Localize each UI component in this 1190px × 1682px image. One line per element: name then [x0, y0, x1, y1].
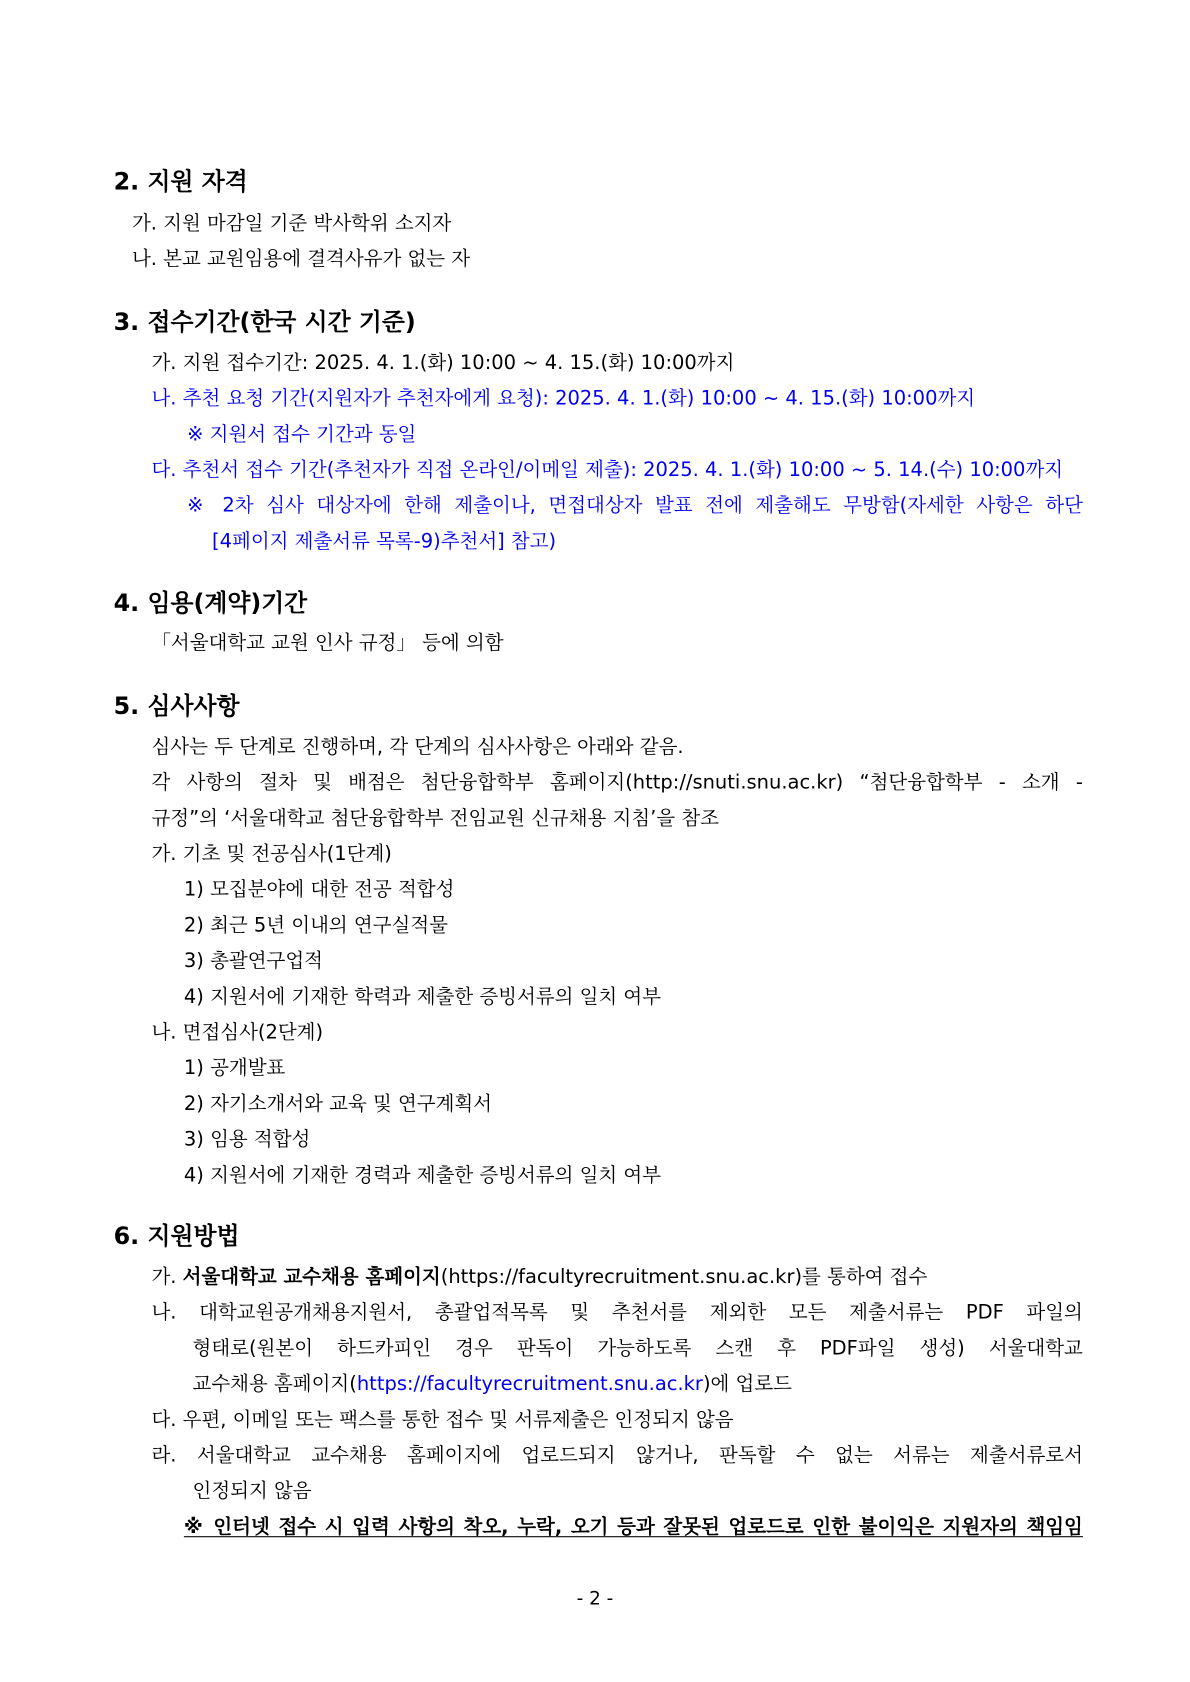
section-5-item-a-3: 3) 총괄연구업적	[183, 949, 323, 973]
faculty-recruitment-link[interactable]: https://facultyrecruitment.snu.ac.kr	[356, 1372, 703, 1396]
page-number: - 2 -	[576, 1588, 614, 1610]
section-3-item-c-note-line1: ※ 2차 심사 대상자에 한해 제출이나, 면접대상자 발표 전에 제출해도 무방함(자세한 사항은 하단	[187, 494, 1083, 518]
section-3-item-b: 나. 추천 요청 기간(지원자가 추천자에게 요청): 2025. 4. 1.(화) 10:00 ~ 4. 15.(화) 10:00까지	[151, 387, 976, 411]
section-6-item-b-line3-prefix: 교수채용 홈페이지(	[192, 1372, 357, 1396]
section-6-note: ※ 인터넷 접수 시 입력 사항의 착오, 누락, 오기 등과 잘못된 업로드로 인한 불이익은 지원자의 책임임	[183, 1515, 1083, 1539]
section-5-item-a-1: 1) 모집분야에 대한 전공 적합성	[183, 878, 455, 902]
section-6-item-b-line1: 나. 대학교원공개채용지원서, 총괄업적목록 및 추천서를 제외한 모든 제출서류는 PDF 파일의	[151, 1301, 1083, 1325]
section-2-heading: 2. 지원 자격	[113, 168, 248, 196]
section-4-body: 「서울대학교 교원 인사 규정」 등에 의함	[151, 631, 504, 655]
section-4-heading: 4. 임용(계약)기간	[113, 590, 308, 618]
section-5-item-b-4: 4) 지원서에 기재한 경력과 제출한 증빙서류의 일치 여부	[183, 1164, 662, 1187]
section-6-item-b-line3-suffix: )에 업로드	[702, 1372, 792, 1396]
section-6-item-a-prefix: 가.	[151, 1265, 183, 1289]
section-6-item-b-line2: 형태로(원본이 하드카피인 경우 판독이 가능하도록 스캔 후 PDF파일 생성) 서울대학교	[192, 1337, 1083, 1360]
section-5-item-b-1: 1) 공개발표	[183, 1056, 286, 1080]
section-6-item-b-line3	[193, 1372, 792, 1398]
section-5-intro-line1: 심사는 두 단계로 진행하며, 각 단계의 심사사항은 아래와 같음.	[151, 735, 684, 759]
section-6-item-a-rest: (https://facultyrecruitment.snu.ac.kr)를 통하여 접수	[440, 1265, 928, 1289]
section-3-item-b-note: ※ 지원서 접수 기간과 동일	[187, 422, 417, 446]
section-6-item-c: 다. 우편, 이메일 또는 팩스를 통한 접수 및 서류제출은 인정되지 않음	[151, 1408, 734, 1432]
section-5-item-b-3: 3) 임용 적합성	[183, 1128, 311, 1152]
section-5-intro-line3: 규정”의 ‘서울대학교 첨단융합학부 전임교원 신규채용 지침’을 참조	[151, 807, 719, 830]
section-2-item-a: 가. 지원 마감일 기준 박사학위 소지자	[131, 212, 452, 235]
section-5-item-a-2: 2) 최근 5년 이내의 연구실적물	[183, 914, 448, 937]
section-5-intro-line2: 각 사항의 절차 및 배점은 첨단융합학부 홈페이지(http://snuti.snu.ac.kr) “첨단융합학부 - 소개 -	[151, 771, 1083, 795]
section-3-item-a: 가. 지원 접수기간: 2025. 4. 1.(화) 10:00 ~ 4. 15.(화) 10:00까지	[151, 351, 735, 375]
section-3-item-c-note-line2: [4페이지 제출서류 목록-9)추천서] 참고)	[212, 530, 557, 553]
section-5-item-a: 가. 기초 및 전공심사(1단계)	[151, 842, 392, 866]
section-3-heading: 3. 접수기간(한국 시간 기준)	[113, 309, 416, 337]
section-6-item-d-line1: 라. 서울대학교 교수채용 홈페이지에 업로드되지 않거나, 판독할 수 없는 서류는 제출서류로서	[151, 1444, 1083, 1467]
section-6-heading: 6. 지원방법	[113, 1223, 240, 1251]
section-5-heading: 5. 심사사항	[113, 693, 240, 721]
section-5-item-b-2: 2) 자기소개서와 교육 및 연구계획서	[183, 1092, 492, 1116]
section-6-item-a	[151, 1265, 927, 1291]
faculty-recruitment-homepage-label: 서울대학교 교수채용 홈페이지	[182, 1265, 441, 1289]
section-5-item-b: 나. 면접심사(2단계)	[151, 1021, 324, 1044]
section-6-item-d-line2: 인정되지 않음	[192, 1479, 312, 1503]
section-2-item-b: 나. 본교 교원임용에 결격사유가 없는 자	[131, 247, 471, 271]
section-3-item-c: 다. 추천서 접수 기간(추천자가 직접 온라인/이메일 제출): 2025. 4. 1.(화) 10:00 ~ 5. 14.(수) 10:00까지	[151, 458, 1064, 482]
section-5-item-a-4: 4) 지원서에 기재한 학력과 제출한 증빙서류의 일치 여부	[183, 985, 662, 1009]
